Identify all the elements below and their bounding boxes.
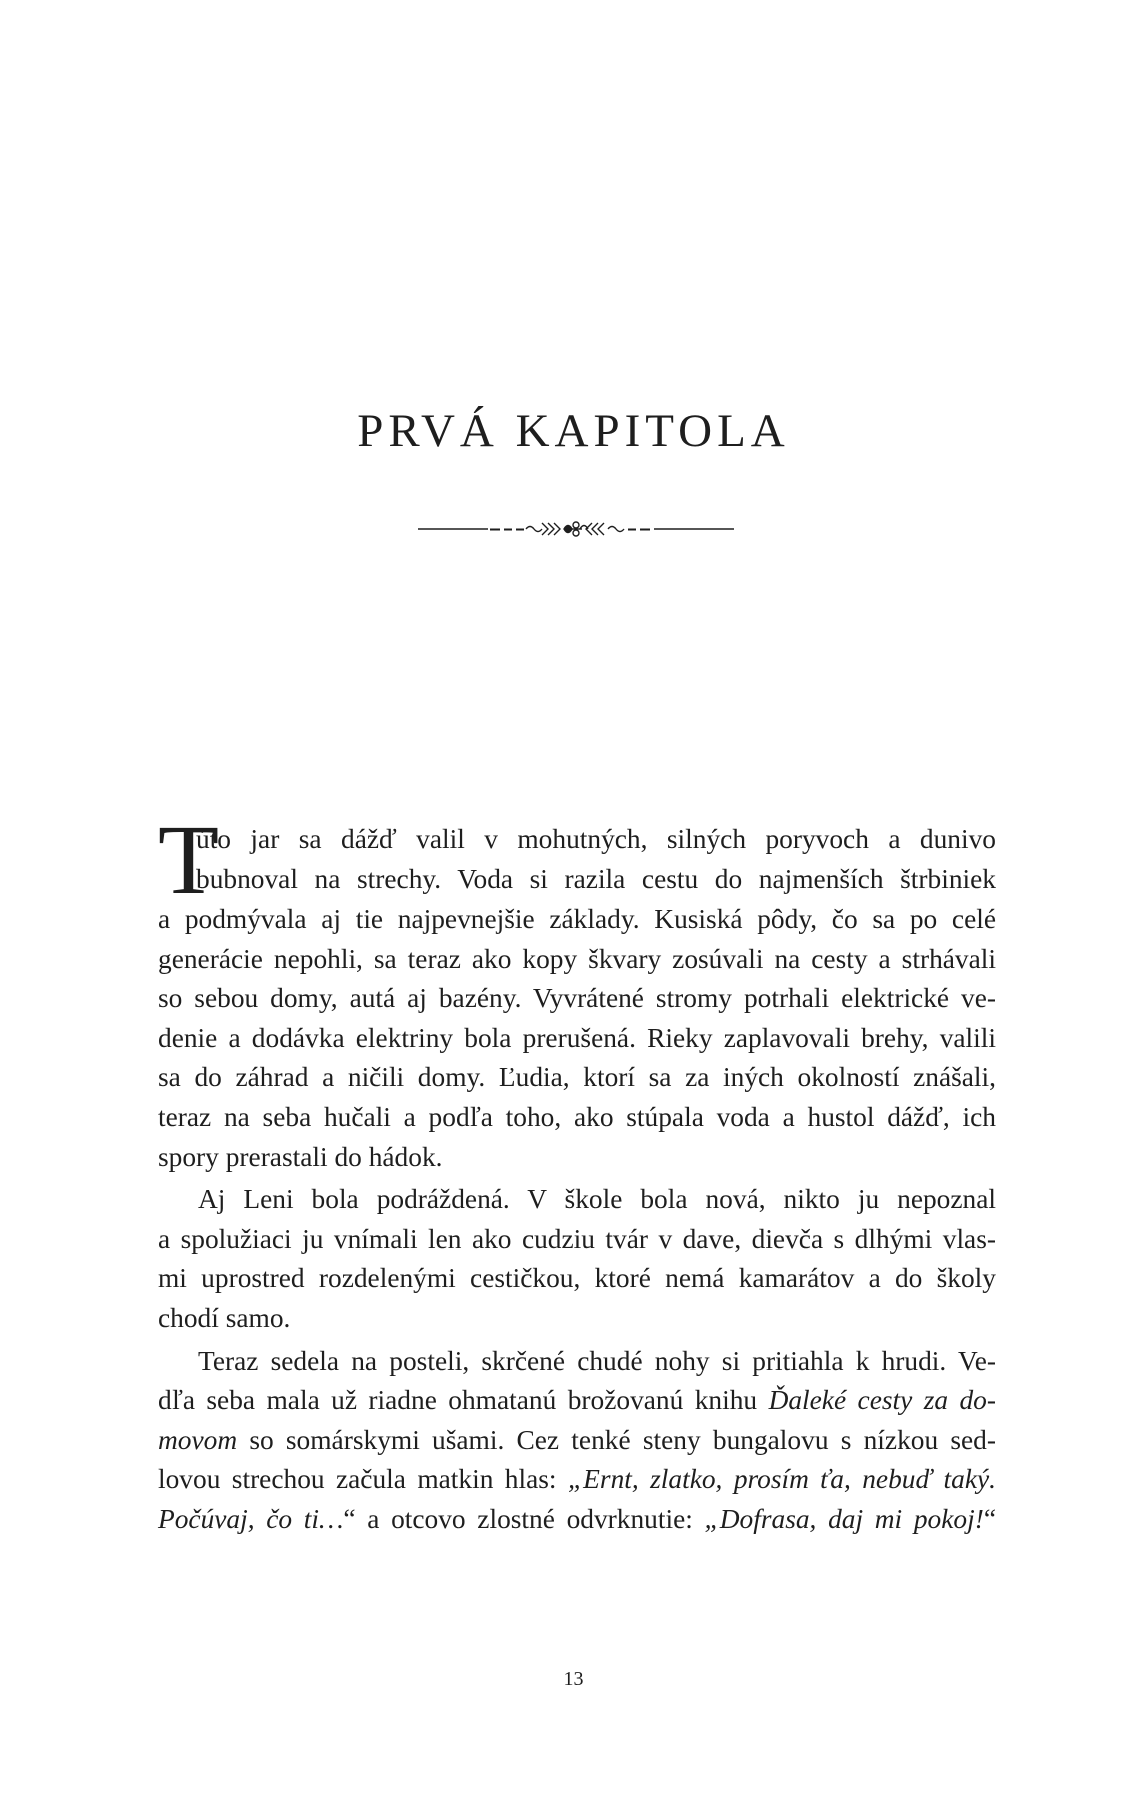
- text-line: teraz na seba hučali a podľa toho, ako stúpala voda a hustol dážď, ich: [158, 1101, 996, 1132]
- paragraph-3: [158, 1342, 996, 1540]
- text-line: [158, 1421, 996, 1461]
- text-line: [158, 1460, 996, 1500]
- text-segment: lovou strechou začula matkin hlas:: [158, 1464, 568, 1495]
- text-line: a podmývala aj tie najpevnejšie základy. Kusiská pôdy, čo sa po celé: [158, 904, 996, 934]
- decorative-flourish-divider-icon: [418, 514, 734, 544]
- text-line: úto jar sa dážď valil v mohutných, silných poryvoch a dunivo: [196, 824, 996, 854]
- text-segment: dľa seba mala už riadne ohmatanú brožovanú knihu: [158, 1385, 769, 1416]
- chapter-title: PRVÁ KAPITOLA: [357, 405, 790, 457]
- quote-italic: Počúvaj, čo ti…: [158, 1503, 344, 1534]
- quote-italic: „Dofrasa, daj mi pokoj!: [704, 1503, 984, 1534]
- text-line: [158, 1381, 996, 1421]
- quote-italic: „Ernt, zlatko, prosím ťa, nebuď taký.: [567, 1464, 996, 1495]
- text-segment: “ a otcovo zlostné odvrknutie:: [343, 1503, 705, 1534]
- text-line: generácie nepohli, sa teraz ako kopy škvary zosúvali na cesty a strhávali: [158, 943, 996, 974]
- text-line: Aj Leni bola podráždená. V škole bola nová, nikto ju nepoznal: [198, 1184, 996, 1215]
- paragraph-2: [158, 1180, 996, 1338]
- text-segment: so somárskymi ušami. Cez tenké steny bungalovu s nízkou sed-: [237, 1424, 996, 1455]
- drop-cap: T: [158, 804, 220, 915]
- text-line: a spolužiaci ju vnímali len ako cudziu tvár v dave, dievča s dlhými vlas-: [158, 1223, 996, 1254]
- paragraph-1: [158, 804, 996, 1177]
- book-title-italic: movom: [158, 1424, 238, 1455]
- text-line: mi uprostred rozdelenými cestičkou, ktoré nemá kamarátov a do školy: [158, 1263, 996, 1294]
- book-title-italic: Ďaleké cesty za do-: [768, 1385, 996, 1416]
- text-line: bubnoval na strechy. Voda si razila cestu do najmenších štrbiniek: [196, 863, 996, 894]
- text-line: sa do záhrad a ničili domy. Ľudia, ktorí sa za iných okolností znášali,: [158, 1062, 996, 1093]
- text-line: chodí samo.: [158, 1302, 291, 1333]
- chapter-body: [158, 804, 996, 1540]
- text-line: spory prerastali do hádok.: [158, 1141, 443, 1172]
- text-line: denie a dodávka elektriny bola prerušená. Rieky zaplavovali brehy, valili: [158, 1022, 996, 1053]
- text-segment: “: [983, 1503, 996, 1534]
- page-number: 13: [563, 1668, 584, 1690]
- text-line: [158, 1500, 996, 1540]
- text-line: Teraz sedela na posteli, skrčené chudé nohy si pritiahla k hrudi. Ve-: [198, 1345, 996, 1376]
- text-line: so sebou domy, autá aj bazény. Vyvrátené stromy potrhali elektrické ve-: [158, 983, 996, 1014]
